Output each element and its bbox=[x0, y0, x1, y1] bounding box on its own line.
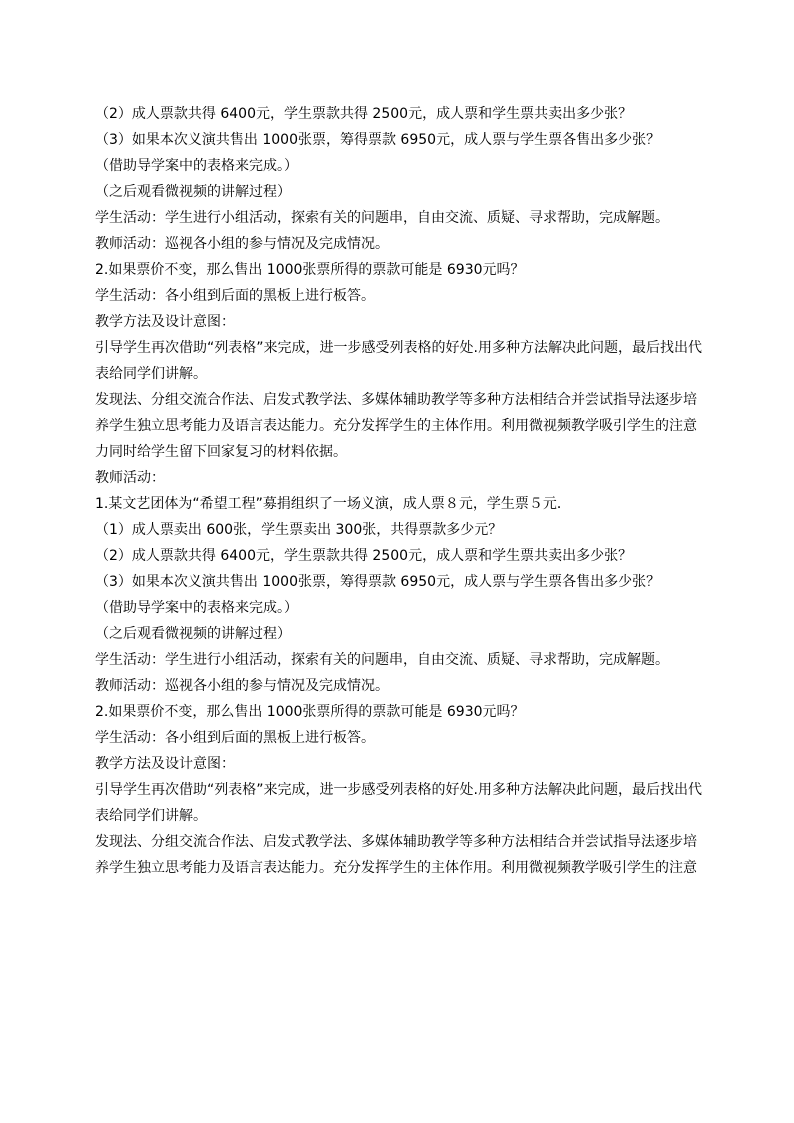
document-body bbox=[95, 101, 705, 881]
table-hint-line: （借助导学案中的表格来完成。） bbox=[95, 158, 298, 174]
teacher-activity-heading-line: 教师活动： bbox=[95, 470, 165, 486]
video-hint-line: （之后观看微视频的讲解过程） bbox=[95, 626, 291, 642]
method-heading-line: 教学方法及设计意图： bbox=[95, 314, 235, 330]
method-paragraph-line: 养学生独立思考能力及语言表达能力。充分发挥学生的主体作用。利用微视频教学吸引学生的注意 bbox=[95, 860, 697, 876]
method-paragraph-line: 引导学生再次借助“列表格”来完成，进一步感受列表格的好处.用多种方法解决此问题，最后找出代 bbox=[95, 782, 702, 798]
student-activity-line: 学生活动：学生进行小组活动，探索有关的问题串，自由交流、质疑、寻求帮助，完成解题。 bbox=[95, 652, 669, 668]
student-activity-board-line: 学生活动：各小组到后面的黑板上进行板答。 bbox=[95, 730, 375, 746]
question-3-line: （3）如果本次义演共售出 1000张票，筹得票款 6950元，成人票与学生票各售出多少张？ bbox=[95, 574, 661, 590]
question-2-line: （2）成人票款共得 6400元，学生票款共得 2500元，成人票和学生票共卖出多少张？ bbox=[95, 548, 633, 564]
method-paragraph-line: 引导学生再次借助“列表格”来完成，进一步感受列表格的好处.用多种方法解决此问题，最后找出代 bbox=[95, 340, 702, 356]
teacher-activity-line: 教师活动：巡视各小组的参与情况及完成情况。 bbox=[95, 236, 389, 252]
student-activity-line: 学生活动：学生进行小组活动，探索有关的问题串，自由交流、质疑、寻求帮助，完成解题。 bbox=[95, 210, 669, 226]
method-paragraph-line: 表给同学们讲解。 bbox=[95, 808, 207, 824]
teacher-activity-line: 教师活动：巡视各小组的参与情况及完成情况。 bbox=[95, 678, 389, 694]
problem-intro-line: 1.某文艺团体为“希望工程”募捐组织了一场义演，成人票８元，学生票５元． bbox=[95, 496, 571, 512]
question-1-line: （1）成人票卖出 600张，学生票卖出 300张，共得票款多少元？ bbox=[95, 522, 503, 538]
method-paragraph-line: 力同时给学生留下回家复习的材料依据。 bbox=[95, 444, 347, 460]
video-hint-line: （之后观看微视频的讲解过程） bbox=[95, 184, 291, 200]
question-3-line: （3）如果本次义演共售出 1000张票，筹得票款 6950元，成人票与学生票各售出多少张？ bbox=[95, 132, 661, 148]
question-ticket-price-line: 2.如果票价不变，那么售出 1000张票所得的票款可能是 6930元吗？ bbox=[95, 262, 525, 278]
method-paragraph-line: 发现法、分组交流合作法、启发式教学法、多媒体辅助教学等多种方法相结合并尝试指导法逐步培 bbox=[95, 834, 697, 850]
table-hint-line: （借助导学案中的表格来完成。） bbox=[95, 600, 298, 616]
method-heading-line: 教学方法及设计意图： bbox=[95, 756, 235, 772]
method-paragraph-line: 表给同学们讲解。 bbox=[95, 366, 207, 382]
student-activity-board-line: 学生活动：各小组到后面的黑板上进行板答。 bbox=[95, 288, 375, 304]
question-ticket-price-line: 2.如果票价不变，那么售出 1000张票所得的票款可能是 6930元吗？ bbox=[95, 704, 525, 720]
question-2-line: （2）成人票款共得 6400元，学生票款共得 2500元，成人票和学生票共卖出多少张？ bbox=[95, 106, 633, 122]
method-paragraph-line: 养学生独立思考能力及语言表达能力。充分发挥学生的主体作用。利用微视频教学吸引学生的注意 bbox=[95, 418, 697, 434]
method-paragraph-line: 发现法、分组交流合作法、启发式教学法、多媒体辅助教学等多种方法相结合并尝试指导法逐步培 bbox=[95, 392, 697, 408]
